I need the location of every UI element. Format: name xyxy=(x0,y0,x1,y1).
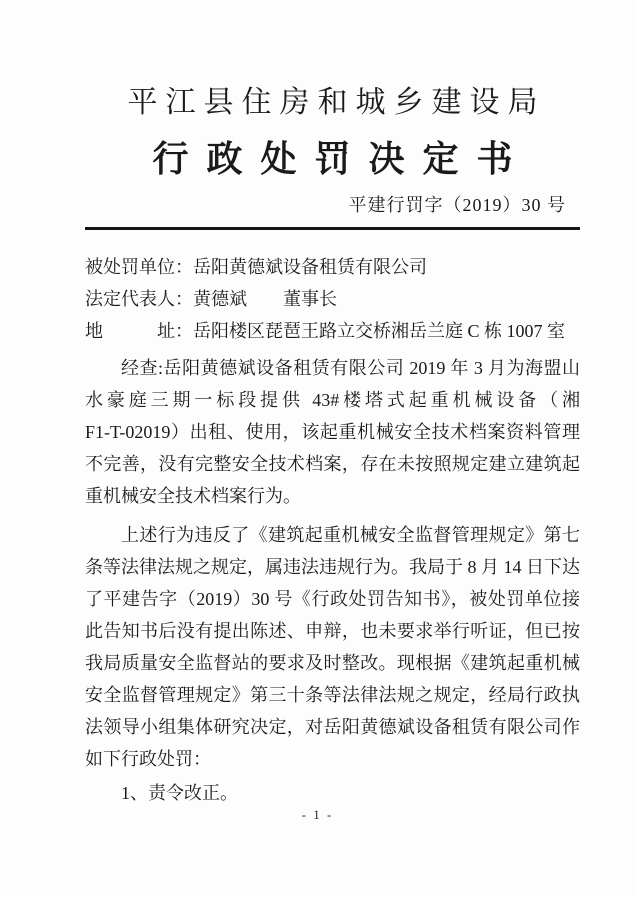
penalty-item-1: 1、责令改正。 xyxy=(121,783,238,803)
document-title: 行政处罚决定书 xyxy=(152,139,531,179)
paragraph-line: 上述行为违反了《建筑起重机械安全监督管理规定》第七 xyxy=(121,525,580,545)
page-number: - 1 - xyxy=(301,807,334,822)
header-divider xyxy=(85,227,580,230)
paragraph-line: 条等法律法规之规定，属违法违规行为。我局于 8 月 14 日下达 xyxy=(85,557,580,577)
paragraph-line: 重机械安全技术档案行为。 xyxy=(85,486,301,506)
address-line: 地 址：岳阳楼区琵琶王路立交桥湘岳兰庭 C 栋 1007 室 xyxy=(85,321,566,341)
authority-name: 平江县住房和城乡建设局 xyxy=(127,86,546,119)
paragraph-line: 如下行政处罚： xyxy=(85,749,211,769)
paragraph-line: 了平建告字（2019）30 号《行政处罚告知书》，被处罚单位接 xyxy=(85,589,580,609)
violation-paragraph xyxy=(85,519,580,775)
paragraph-line: 经查:岳阳黄德斌设备租赁有限公司 2019 年 3 月为海盟山 xyxy=(121,358,580,378)
paragraph-line: 安全监督管理规定》第三十条等法律法规之规定，经局行政执 xyxy=(85,685,580,705)
paragraph-line: 此告知书后没有提出陈述、申辩，也未要求举行听证，但已按 xyxy=(85,621,580,641)
paragraph-line: F1-T-02019）出租、使用，该起重机械安全技术档案资料管理 xyxy=(85,422,580,442)
document-content xyxy=(85,0,580,809)
legal-representative-line: 法定代表人：黄德斌 董事长 xyxy=(85,289,337,309)
paragraph-line: 法领导小组集体研究决定，对岳阳黄德斌设备租赁有限公司作 xyxy=(85,717,580,737)
document-number: 平建行罚字（2019）30 号 xyxy=(348,195,566,215)
paragraph-line: 我局质量安全监督站的要求及时整改。现根据《建筑起重机械 xyxy=(85,653,580,673)
investigation-paragraph xyxy=(85,352,580,512)
paragraph-line: 水豪庭三期一标段提供 43#楼塔式起重机械设备（湘 xyxy=(85,390,580,410)
recipient-unit-line: 被处罚单位：岳阳黄德斌设备租赁有限公司 xyxy=(85,257,427,277)
paragraph-line: 不完善，没有完整安全技术档案，存在未按照规定建立建筑起 xyxy=(85,454,580,474)
document-body xyxy=(85,251,580,809)
